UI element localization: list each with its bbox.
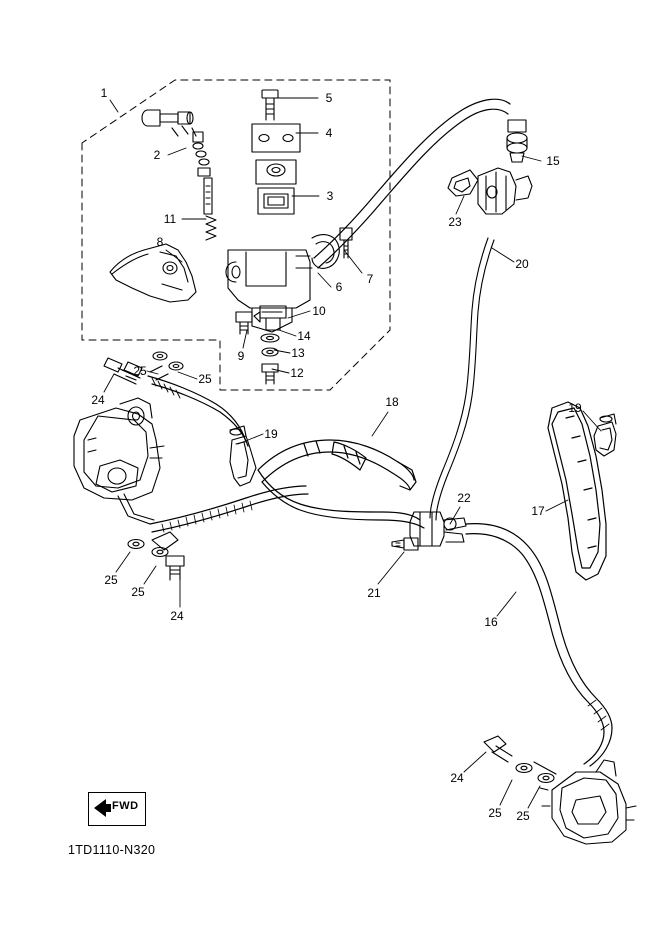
callout-number: 7 xyxy=(366,272,374,286)
callout-number: 17 xyxy=(531,504,545,518)
callout-number: 18 xyxy=(385,395,399,409)
callout-number: 4 xyxy=(325,126,333,140)
callout-number: 14 xyxy=(297,329,311,343)
callout-number: 25 xyxy=(198,372,212,386)
fwd-label: FWD xyxy=(112,800,139,812)
callout-number: 24 xyxy=(91,393,105,407)
callout-number: 16 xyxy=(484,615,498,629)
callout-number: 24 xyxy=(170,609,184,623)
diagram-part-number: 1TD1110-N320 xyxy=(68,843,156,857)
callout-number: 6 xyxy=(335,280,343,294)
callout-number: 25 xyxy=(488,806,502,820)
callout-number: 5 xyxy=(325,91,333,105)
callout-number: 19 xyxy=(264,427,278,441)
callout-number: 20 xyxy=(515,257,529,271)
callout-number: 24 xyxy=(450,771,464,785)
callout-number: 8 xyxy=(156,235,164,249)
callout-number: 11 xyxy=(163,212,177,226)
callout-number: 10 xyxy=(312,304,326,318)
callout-number: 2 xyxy=(153,148,161,162)
callout-number: 1 xyxy=(100,86,108,100)
callout-number: 25 xyxy=(131,585,145,599)
callout-number: 19 xyxy=(568,401,582,415)
callout-number: 13 xyxy=(291,346,305,360)
callout-number: 22 xyxy=(457,491,471,505)
callout-number: 15 xyxy=(546,154,560,168)
callout-number: 25 xyxy=(516,809,530,823)
callout-number: 21 xyxy=(367,586,381,600)
callout-number: 25 xyxy=(133,364,147,378)
callout-number: 12 xyxy=(290,366,304,380)
callout-number: 3 xyxy=(326,189,334,203)
callout-number: 23 xyxy=(448,215,462,229)
callout-number: 9 xyxy=(237,349,245,363)
forward-arrow-icon xyxy=(92,796,112,820)
callout-number: 25 xyxy=(104,573,118,587)
